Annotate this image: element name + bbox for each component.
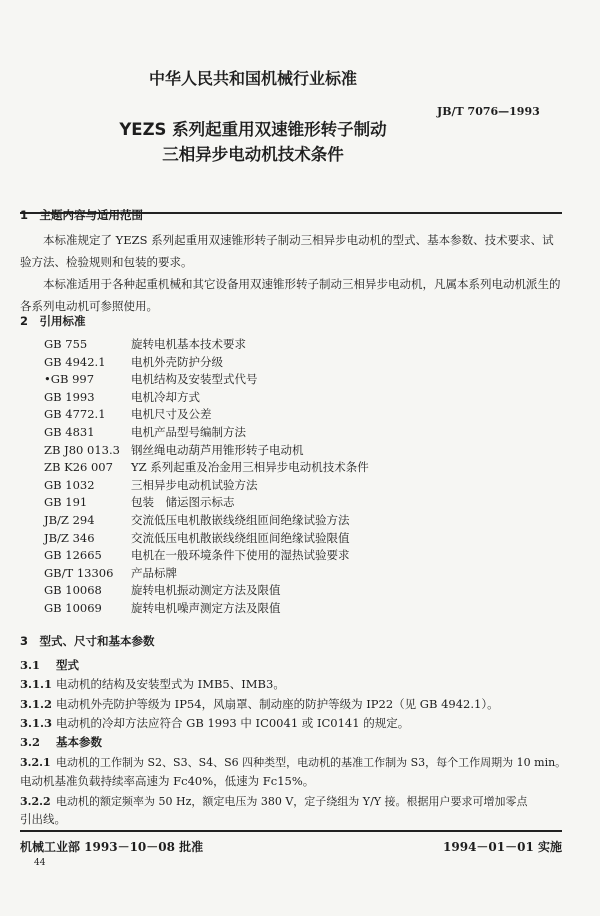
clause-number: 3.1.1 (20, 677, 53, 691)
reference-title: 交流低压电机散嵌线绕组匝间绝缘试验方法 (131, 512, 350, 527)
reference-title: 包装 储运图示标志 (131, 495, 235, 510)
reference-title: 电机结构及安装型式代号 (131, 372, 258, 387)
clause-3-2-1-continued: 电动机基准负载持续率高速为 Fc40%，低速为 Fc15%。 (20, 774, 315, 788)
reference-code: GB 4831 (44, 424, 95, 439)
clause-text: 电动机的额定频率为 50 Hz，额定电压为 380 V，定子绕组为 Y/Y 接。根据用户要求可增加零点 (56, 795, 528, 808)
clause-number: 3.1 (20, 658, 41, 672)
clause-3-1 (20, 657, 79, 673)
clause-text: 电动机的工作制为 S2、S3、S4、S6 四种类型，电动机的基准工作制为 S3，每个工作周期为 10 min。 (56, 756, 567, 769)
reference-code: GB/T 13306 (44, 565, 114, 580)
clause-number: 3.2.2 (20, 795, 51, 808)
clause-text: 电动机外壳防护等级为 IP54，风扇罩、制动座的防护等级为 IP22（见 GB 4942.1）。 (56, 697, 499, 711)
page-number: 44 (34, 858, 46, 868)
clause-number: 3.1.2 (20, 697, 53, 711)
clause-number: 3.1.3 (20, 716, 53, 730)
section2-heading: 2 引用标准 (20, 314, 86, 328)
reference-code: ZB K26 007 (44, 460, 113, 475)
standard-code: JB/T 7076—1993 (437, 105, 540, 118)
reference-code: GB 10068 (44, 583, 102, 598)
reference-code: GB 1032 (44, 477, 95, 492)
clause-number: 3.2 (20, 735, 41, 749)
reference-title: 电机在一般环境条件下使用的湿热试验要求 (131, 548, 350, 563)
clause-3-2-2-continued: 引出线。 (20, 812, 66, 826)
reference-code: GB 1993 (44, 389, 95, 404)
reference-title: 电机产品型号编制方法 (131, 424, 246, 439)
clause-3-2-2 (20, 793, 528, 809)
clause-text: 电动机的结构及安装型式为 IMB5、IMB3。 (56, 677, 285, 691)
section3-heading: 3 型式、尺寸和基本参数 (20, 634, 155, 648)
clause-text: 电动机的冷却方法应符合 GB 1993 中 IC0041 或 IC0141 的规定。 (56, 716, 410, 730)
reference-title: 旋转电机噪声测定方法及限值 (131, 600, 281, 615)
reference-code: GB 10069 (44, 600, 102, 615)
reference-title: 旋转电机基本技术要求 (131, 337, 246, 351)
implementation-date: 1994－01－01 实施 (443, 840, 562, 854)
reference-title: 产品标牌 (131, 565, 177, 580)
section1-heading: 1 主题内容与适用范围 (20, 208, 144, 222)
clause-3-1-2 (20, 696, 499, 712)
reference-title: YZ 系列起重及冶金用三相异步电动机技术条件 (131, 460, 369, 475)
document-title-line1: YEZS 系列起重用双速锥形转子制动 (119, 120, 387, 139)
reference-title: 电机尺寸及公差 (131, 407, 212, 422)
publisher-heading: 中华人民共和国机械行业标准 (148, 69, 357, 88)
clause-3-1-1 (20, 676, 285, 692)
clause-3-2 (20, 734, 102, 750)
clause-text: 基本参数 (56, 735, 102, 749)
clause-text: 型式 (56, 658, 79, 672)
reference-code: ZB J80 013.3 (44, 442, 120, 457)
reference-title: 钢丝绳电动葫芦用锥形转子电动机 (131, 442, 304, 457)
document-title-line2: 三相异步电动机技术条件 (162, 145, 344, 164)
clause-3-1-3 (20, 715, 409, 731)
approval-date: 机械工业部 1993－10－08 批准 (20, 840, 204, 854)
reference-code: GB 191 (44, 495, 88, 510)
clause-3-2-1 (20, 754, 566, 770)
reference-code: JB/Z 346 (44, 530, 95, 545)
reference-title: 交流低压电机散嵌线绕组匝间绝缘试验限值 (131, 530, 350, 545)
reference-title: 旋转电机振动测定方法及限值 (131, 583, 281, 598)
reference-code: GB 4772.1 (44, 407, 106, 422)
reference-title: 三相异步电动机试验方法 (131, 477, 258, 492)
footer-divider (20, 830, 562, 832)
section1-para1: 本标准规定了 YEZS 系列起重用双速锥形转子制动三相异步电动机的型式、基本参数、技术要求、试验方法、检验规则和包装的要求。 (20, 233, 554, 269)
section1-para2: 本标准适用于各种起重机械和其它设备用双速锥形转子制动三相异步电动机，凡属本系列电动机派生的各系列电动机可参照使用。 (20, 277, 561, 313)
reference-code: GB 4942.1 (44, 354, 106, 369)
reference-title: 电机外壳防护分级 (131, 354, 223, 369)
reference-code: GB 12665 (44, 548, 102, 563)
reference-code: •GB 997 (44, 372, 95, 387)
reference-title: 电机冷却方式 (131, 389, 200, 404)
reference-code: JB/Z 294 (44, 512, 95, 527)
clause-number: 3.2.1 (20, 756, 51, 769)
reference-code: GB 755 (44, 337, 88, 351)
